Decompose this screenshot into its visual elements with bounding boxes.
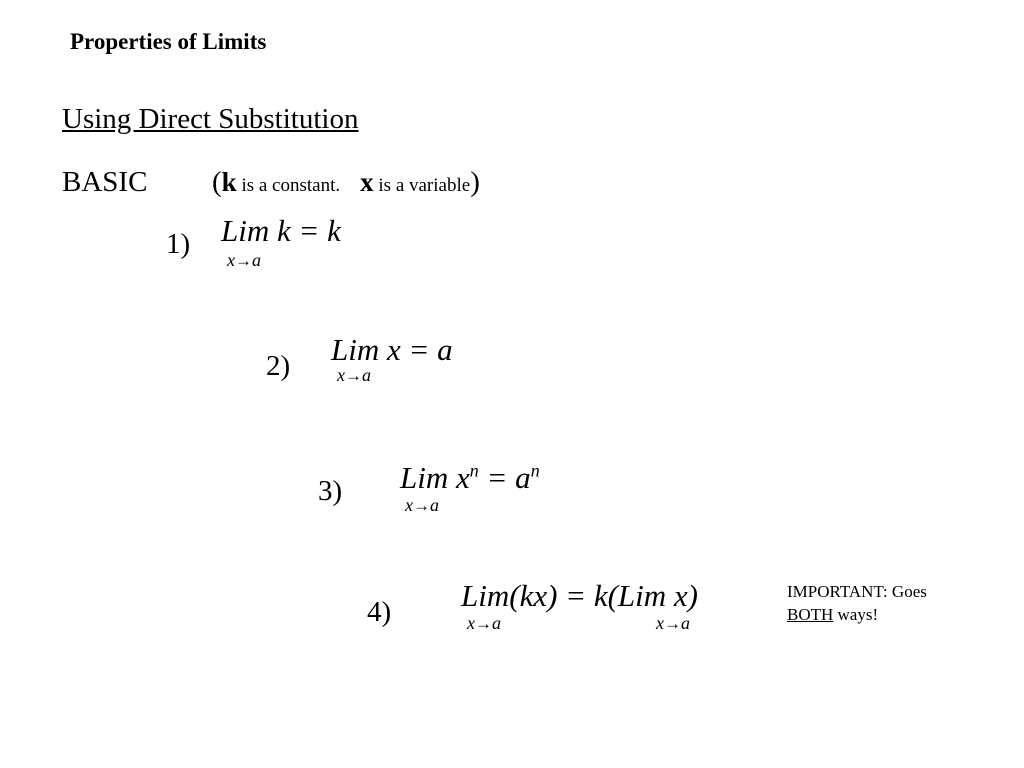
rule-3-subscript <box>405 495 439 516</box>
lim-symbol: Lim <box>221 213 270 248</box>
exponent-n: n <box>469 460 479 481</box>
exponent-n: n <box>530 460 540 481</box>
arrow-icon: → <box>664 614 681 633</box>
rule-3-formula <box>400 460 540 496</box>
lim-symbol: Lim <box>400 460 449 495</box>
k-description: is a constant. <box>236 175 341 196</box>
rule-2-body: x = a <box>379 332 453 367</box>
note-line-2 <box>787 603 927 626</box>
lim-symbol: Lim <box>331 332 380 367</box>
sub-a: a <box>252 250 261 270</box>
sub-a: a <box>492 613 501 633</box>
rule-1-body: k = k <box>269 213 341 248</box>
close-paren: ) <box>470 166 480 198</box>
rule-4-subscript-left <box>467 613 501 634</box>
arrow-icon: → <box>413 496 430 515</box>
rule-1-number: 1) <box>166 228 191 260</box>
arrow-icon: → <box>345 366 362 385</box>
open-paren: ( <box>212 166 222 198</box>
page-title: Properties of Limits <box>70 29 267 54</box>
arrow-icon: → <box>235 251 252 270</box>
rule-4-formula <box>461 578 698 614</box>
sub-a: a <box>681 613 690 633</box>
rule-1-subscript <box>227 250 261 271</box>
sub-x: x <box>405 495 413 515</box>
section-subtitle: Using Direct Substitution <box>62 103 359 135</box>
rule-4-lhs: Lim(kx) = k( <box>461 578 618 613</box>
important-note <box>787 580 927 626</box>
lim-symbol: Lim <box>617 578 667 613</box>
note-line-1: IMPORTANT: Goes <box>787 582 927 601</box>
sub-a: a <box>430 495 439 515</box>
rule-4-subscript-right <box>656 613 690 634</box>
rule-4-number: 4) <box>367 596 392 628</box>
rule-1-formula <box>221 213 341 249</box>
sub-x: x <box>656 613 664 633</box>
arrow-icon: → <box>475 614 492 633</box>
rule-3-base: x <box>448 460 470 495</box>
x-description: is a variable <box>373 175 471 196</box>
note-both: BOTH <box>787 605 834 624</box>
rule-3-eq: = a <box>478 460 531 495</box>
sub-a: a <box>362 365 371 385</box>
basic-definition <box>212 166 480 199</box>
rule-4-tail: x) <box>666 578 699 613</box>
sub-x: x <box>337 365 345 385</box>
x-symbol: x <box>360 167 374 197</box>
sub-x: x <box>467 613 475 633</box>
k-symbol: k <box>221 167 237 197</box>
rule-3-number: 3) <box>318 475 343 507</box>
rule-2-formula <box>331 332 453 368</box>
rule-2-subscript <box>337 365 371 386</box>
sub-x: x <box>227 250 235 270</box>
note-rest: ways! <box>833 605 879 624</box>
rule-2-number: 2) <box>266 350 291 382</box>
basic-label: BASIC <box>62 166 148 198</box>
